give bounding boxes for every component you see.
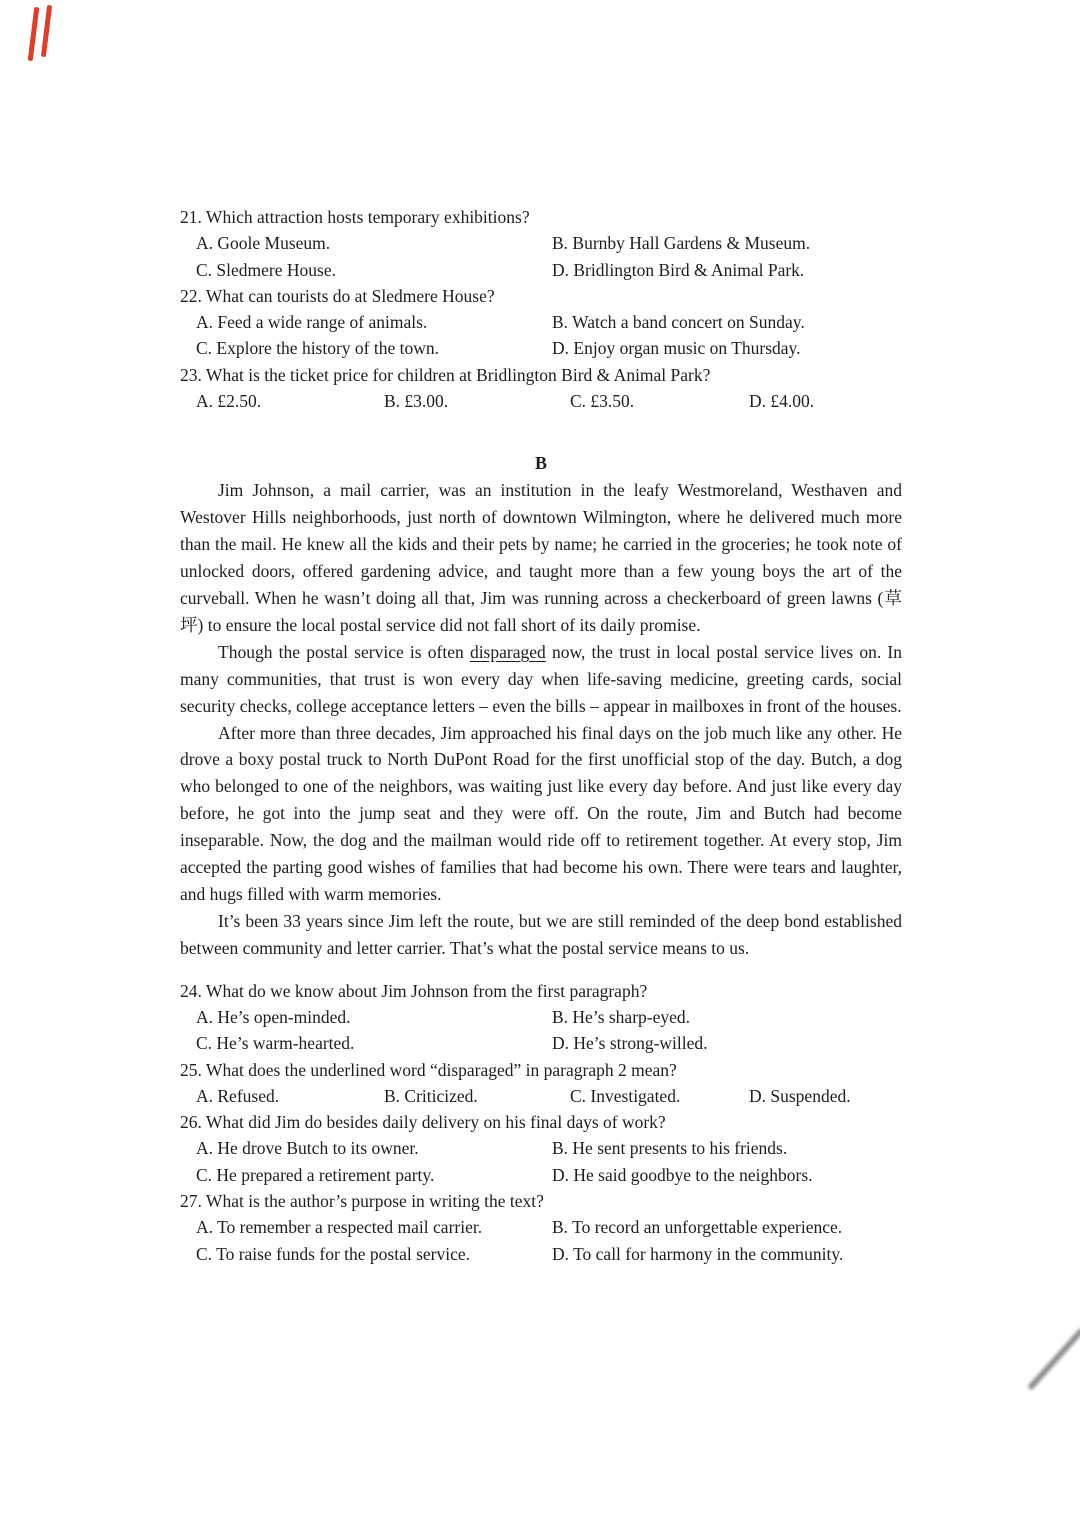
part-b-questions [180,978,902,1267]
page-content [180,204,902,1267]
passage-paragraph-1 [180,477,902,638]
question-22-stem: 22. What can tourists do at Sledmere House? [180,285,495,306]
question-21-options-row-1 [180,230,902,256]
red-pen-stroke [28,7,40,61]
paragraph-2-text-after: now, the trust in local postal service lives on. In many communities, that trust is won every day when life-saving medicine, greeting cards, social security checks, college acceptance letters – even the bills – appear in mailboxes in front of the houses. [180,641,902,716]
section-label: B [534,453,547,474]
option-26-d: D. He said goodbye to the neighbors. [552,1164,813,1185]
option-24-b: B. He’s sharp-eyed. [552,1006,691,1027]
option-23-d: D. £4.00. [749,391,815,412]
question-24-options-row-1 [180,1004,902,1030]
question-26-stem: 26. What did Jim do besides daily delivery on his final days of work? [180,1112,666,1133]
option-21-c: C. Sledmere House. [196,259,336,280]
option-24-c: C. He’s warm-hearted. [196,1033,355,1054]
option-25-c: C. Investigated. [570,1085,681,1106]
underlined-word: disparaged [469,641,546,662]
scan-smudge [1027,1327,1080,1390]
question-25-stem: 25. What does the underlined word “disparaged” in paragraph 2 mean? [180,1059,677,1080]
option-25-d: D. Suspended. [749,1085,851,1106]
paragraph-1-text: Jim Johnson, a mail carrier, was an institution in the leafy Westmoreland, Westhaven and Westover Hills neighborhoods, just north of downtown Wilmington, where he delivered much more than the mail. He knew all the kids and their pets by name; he carried in the groceries; he took note of unlocked doors, offered gardening advice, and taught more than a few young boys the art of the curveball. When he wasn’t doing all that, Jim was running across a checkerboard of green lawns (草坪) to ensure the local postal service did not fall short of its daily promise. [180,480,902,635]
question-27-options-row-1 [180,1214,902,1240]
option-24-d: D. He’s strong-willed. [552,1033,708,1054]
option-22-b: B. Watch a band concert on Sunday. [552,312,805,333]
question-24-stem: 24. What do we know about Jim Johnson from the first paragraph? [180,980,648,1001]
option-26-c: C. He prepared a retirement party. [196,1164,435,1185]
passage-paragraph-3 [180,720,902,908]
option-23-a: A. £2.50. [196,391,262,412]
question-21-options-row-2 [180,257,902,283]
question-26-options-row-2 [180,1162,902,1188]
question-23-options-row [180,388,902,414]
option-21-d: D. Bridlington Bird & Animal Park. [552,259,805,280]
paragraph-2-text-before: Though the postal service is often [218,641,470,662]
question-25-options-row [180,1083,902,1109]
passage-paragraph-4 [180,908,902,962]
red-pen-stroke [41,5,52,57]
option-25-a: A. Refused. [196,1085,280,1106]
option-23-b: B. £3.00. [384,391,449,412]
option-27-c: C. To raise funds for the postal service. [196,1243,471,1264]
option-27-b: B. To record an unforgettable experience. [552,1217,843,1238]
option-22-a: A. Feed a wide range of animals. [196,312,428,333]
paragraph-3-text: After more than three decades, Jim approached his final days on the job much like any other. He drove a boxy postal truck to North DuPont Road for the first unofficial stop of the day. Butch, a dog who belonged to one of the neighbors, was waiting just like every day before. And just like every day before, he got into the jump seat and they were off. On the route, Jim and Butch had become inseparable. Now, the dog and the mailman would ride off to retirement together. At every stop, Jim accepted the parting good wishes of families that had become his own. There were tears and laughter, and hugs filled with warm memories. [180,722,902,904]
question-27-options-row-2 [180,1241,902,1267]
question-22-options-row-1 [180,309,902,335]
option-22-d: D. Enjoy organ music on Thursday. [552,338,801,359]
option-21-a: A. Goole Museum. [196,233,331,254]
option-24-a: A. He’s open-minded. [196,1006,351,1027]
passage-paragraph-2 [180,639,902,720]
option-22-c: C. Explore the history of the town. [196,338,440,359]
question-26-options-row-1 [180,1135,902,1161]
option-27-d: D. To call for harmony in the community. [552,1243,844,1264]
option-23-c: C. £3.50. [570,391,635,412]
question-21-stem: 21. Which attraction hosts temporary exhibitions? [180,207,530,227]
option-25-b: B. Criticized. [384,1085,478,1106]
option-26-a: A. He drove Butch to its owner. [196,1138,419,1159]
paragraph-4-text: It’s been 33 years since Jim left the route, but we are still reminded of the deep bond established between community and letter carrier. That’s what the postal service means to us. [180,910,902,958]
option-26-b: B. He sent presents to his friends. [552,1138,788,1159]
question-22-options-row-2 [180,335,902,361]
option-21-b: B. Burnby Hall Gardens & Museum. [552,233,811,254]
question-27-stem: 27. What is the author’s purpose in writing the text? [180,1191,544,1212]
question-23-stem: 23. What is the ticket price for children at Bridlington Bird & Animal Park? [180,364,711,385]
question-24-options-row-2 [180,1030,902,1056]
option-27-a: A. To remember a respected mail carrier. [196,1217,483,1238]
